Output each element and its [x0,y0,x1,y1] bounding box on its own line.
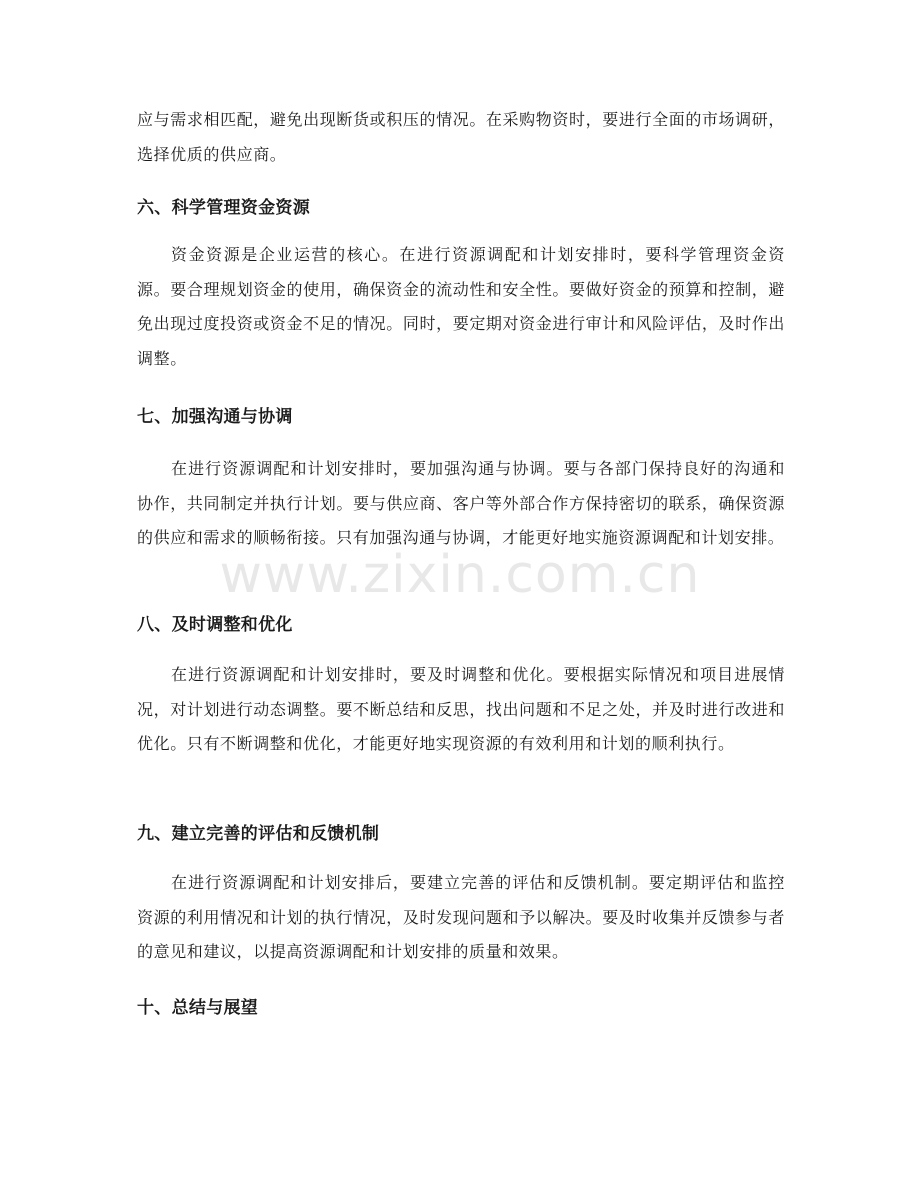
section-9-body-block [137,866,785,970]
section-body: 资金资源是企业运营的核心。在进行资源调配和计划安排时，要科学管理资金资源。要合理规划资金的使用，确保资金的流动性和安全性。要做好资金的预算和控制，避免出现过度投资或资金不足的情况。同时，要定期对资金进行审计和风险评估，及时作出调整。 [137,245,785,368]
section-body: 在进行资源调配和计划安排后，要建立完善的评估和反馈机制。要定期评估和监控资源的利用情况和计划的执行情况，及时发现问题和予以解决。要及时收集并反馈参与者的意见和建议，以提高资源调配和计划安排的质量和效果。 [137,873,785,961]
section-heading: 八、及时调整和优化 [137,615,293,635]
section-body: 在进行资源调配和计划安排时，要加强沟通与协调。要与各部门保持良好的沟通和协作，共同制定并执行计划。要与供应商、客户等外部合作方保持密切的联系，确保资源的供应和需求的顺畅衔接。只有加强沟通与协调，才能更好地实施资源调配和计划安排。 [137,459,785,547]
section-heading: 九、建立完善的评估和反馈机制 [137,824,380,844]
section-7-body-block [137,452,785,556]
section-6-heading-block [137,194,785,222]
section-heading: 六、科学管理资金资源 [137,198,310,218]
section-body: 在进行资源调配和计划安排时，要及时调整和优化。要根据实际情况和项目进展情况，对计划进行动态调整。要不断总结和反思，找出问题和不足之处，并及时进行改进和优化。只有不断调整和优化，才能更好地实现资源的有效利用和计划的顺利执行。 [137,665,785,753]
intro-paragraph: 应与需求相匹配，避免出现断货或积压的情况。在采购物资时，要进行全面的市场调研，选择优质的供应商。 [137,110,785,164]
section-8-heading-block [137,611,785,639]
section-8-body-block [137,658,785,762]
intro-paragraph-block [137,103,785,172]
section-heading: 七、加强沟通与协调 [137,407,293,427]
section-10-heading-block [137,994,785,1022]
section-6-body-block [137,238,785,376]
section-7-heading-block [137,403,785,431]
section-heading: 十、总结与展望 [137,998,259,1018]
section-9-heading-block [137,820,785,848]
watermark-text: www.zixin.com.cn [219,545,701,605]
